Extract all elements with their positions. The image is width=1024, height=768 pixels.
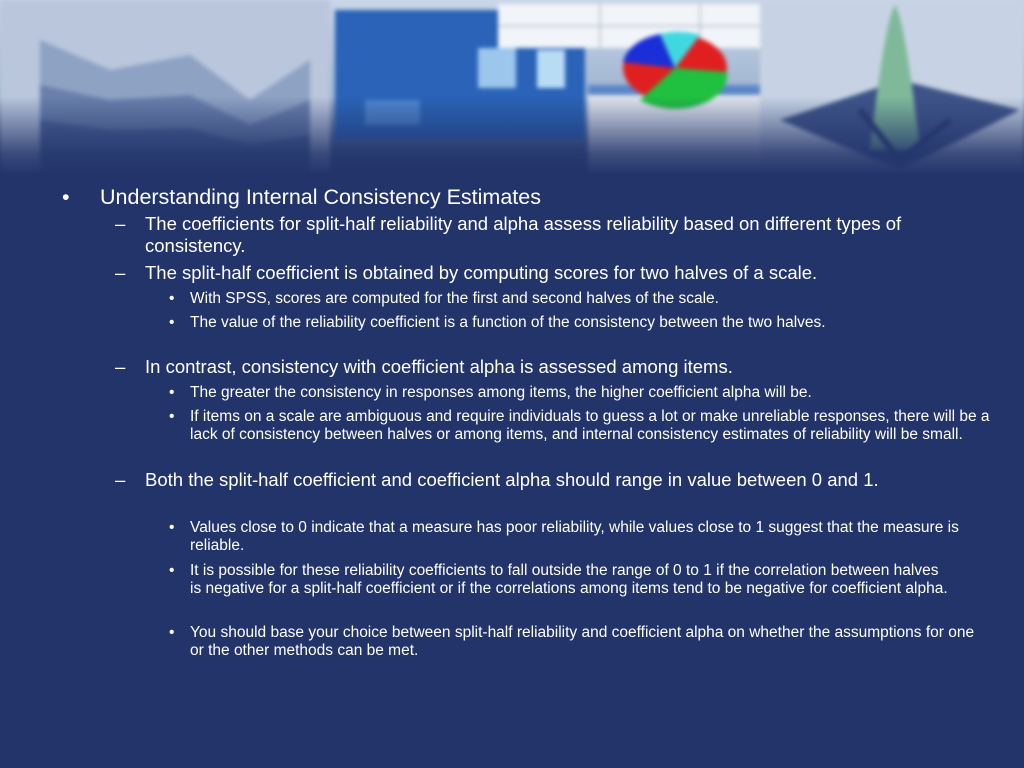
bullet-level2-marker: –	[115, 469, 126, 490]
list-item-text: The split-half coefficient is obtained by computing scores for two halves of a scale.	[145, 262, 818, 283]
slide-heading: Understanding Internal Consistency Estimates	[100, 185, 541, 209]
list-item-text: The value of the reliability coefficient is a function of the consistency between the two halves.	[190, 314, 826, 331]
list-item-text: Values close to 0 indicate that a measure has poor reliability, while values close to 1 suggest that the measure is reliable.	[190, 519, 959, 554]
bullet-level3-marker: •	[169, 290, 175, 307]
bullet-level3-marker: •	[169, 519, 175, 536]
bullet-level1-marker: •	[62, 185, 70, 209]
list-item-text: The coefficients for split-half reliability and alpha assess reliability based on different types of consistency.	[145, 213, 902, 256]
bullet-level3-marker: •	[169, 562, 175, 579]
bullet-level2-marker: –	[115, 213, 126, 234]
bullet-level3-marker: •	[169, 384, 175, 401]
bullet-level3-marker: •	[169, 408, 175, 425]
bullet-level2-marker: –	[115, 356, 126, 377]
header-banner-image	[0, 0, 1024, 175]
list-item-text: You should base your choice between split-half reliability and coefficient alpha on whether the assumptions for one or the other methods can be met.	[190, 624, 975, 659]
list-item-text: Both the split-half coefficient and coefficient alpha should range in value between 0 and 1.	[145, 469, 879, 490]
bullet-level3-marker: •	[169, 314, 175, 331]
list-item-text: The greater the consistency in responses among items, the higher coefficient alpha will be.	[190, 384, 812, 401]
list-item-text: In contrast, consistency with coefficient alpha is assessed among items.	[145, 356, 733, 377]
list-item-text: If items on a scale are ambiguous and require individuals to guess a lot or make unreliable responses, there will be a lack of consistency between halves or among items, and internal consistency estimates of reliability will be small.	[190, 408, 990, 443]
banner-gradient-overlay	[0, 0, 1024, 175]
bullet-level2-marker: –	[115, 262, 126, 283]
list-item-text: It is possible for these reliability coefficients to fall outside the range of 0 to 1 if the correlation between halves is negative for a split-half coefficient or if the correlations among items tend to be negative for coefficient alpha.	[190, 562, 948, 597]
bullet-level3-marker: •	[169, 624, 175, 641]
list-item-text: With SPSS, scores are computed for the first and second halves of the scale.	[190, 290, 719, 307]
